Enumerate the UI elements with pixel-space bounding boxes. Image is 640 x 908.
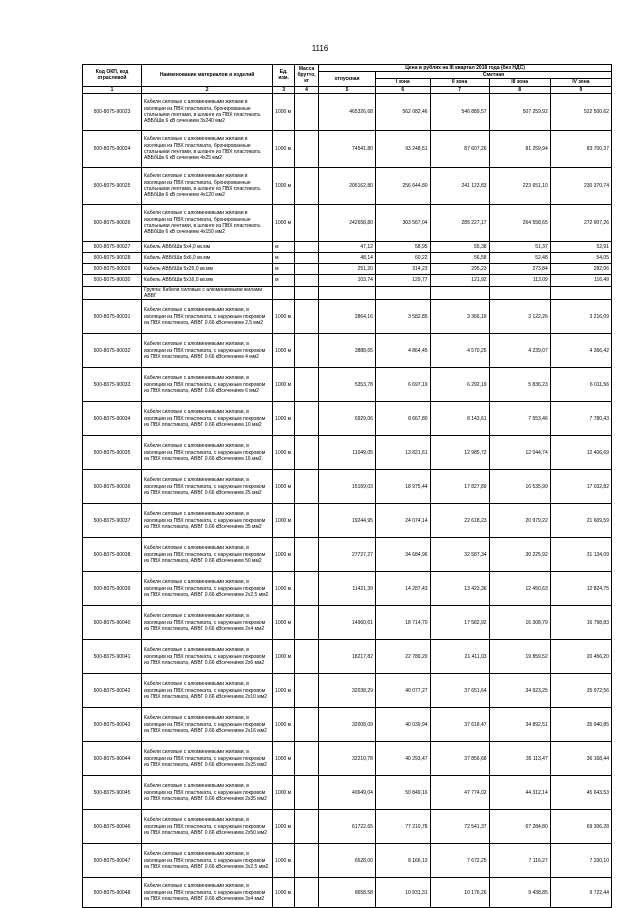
item-mass (295, 776, 319, 810)
item-unit: 1000 м (273, 130, 295, 167)
item-price-zone-2: 55,38 (430, 241, 489, 252)
item-price-zone-2: 8 143,61 (430, 402, 489, 436)
item-price-zone-4: 6 011,56 (550, 368, 611, 402)
item-code: 500-8075-90037 (83, 504, 142, 538)
item-price-zone-3: 19 859,52 (489, 640, 550, 674)
column-number-row (83, 86, 612, 93)
item-name: Кабели силовые с алюминиевыми жилами, в изоляции из ПВХ пластиката, с наружным покровом из ПВХ пластиката, АВВГ 0.66 кВсечением 2х50 мм2 (142, 810, 273, 844)
item-price-zone-2: 56,58 (430, 252, 489, 263)
item-unit: 1000 м (273, 436, 295, 470)
item-code: 500-8075-90031 (83, 300, 142, 334)
item-mass (295, 402, 319, 436)
item-price-zone-4: 21 609,59 (550, 504, 611, 538)
table-row (83, 844, 612, 878)
item-code: 500-8075-90032 (83, 334, 142, 368)
item-release-price: 32038,29 (319, 674, 376, 708)
group-empty-cell (375, 286, 430, 299)
item-mass (295, 606, 319, 640)
item-unit: м (273, 252, 295, 263)
header-mass: Масса брутто, кг (295, 65, 319, 87)
table-row (83, 742, 612, 776)
item-price-zone-1: 3 582,85 (375, 300, 430, 334)
item-code: 500-8075-90034 (83, 402, 142, 436)
column-number: 3 (273, 86, 295, 93)
item-price-zone-1: 8 166,13 (375, 844, 430, 878)
item-price-zone-4: 12 824,75 (550, 572, 611, 606)
item-code: 500-8075-90028 (83, 252, 142, 263)
item-code: 500-8075-90036 (83, 470, 142, 504)
item-price-zone-1: 8 667,80 (375, 402, 430, 436)
column-number: 8 (489, 86, 550, 93)
group-empty-cell (430, 286, 489, 299)
item-mass (295, 674, 319, 708)
item-release-price: 11421,39 (319, 572, 376, 606)
table-row (83, 606, 612, 640)
item-name: Кабели силовые с алюминиевыми жилами, в изоляции из ПВХ пластиката, с наружным покровом из ПВХ пластиката, АВВГ 0.66 кВсечением 6 мм2 (142, 368, 273, 402)
page-number: 1116 (311, 44, 329, 53)
item-mass (295, 334, 319, 368)
item-code: 500-8075-90025 (83, 167, 142, 204)
item-price-zone-2: 17 582,92 (430, 606, 489, 640)
header-zone-4: IV зона (550, 79, 611, 86)
item-code: 500-8075-90046 (83, 810, 142, 844)
item-release-price: 32008,09 (319, 708, 376, 742)
group-empty-cell (550, 286, 611, 299)
item-unit: 1000 м (273, 538, 295, 572)
group-title: Группа: Кабели силовые с алюминиевыми жилами АВВГ (142, 286, 273, 299)
item-price-zone-3: 507 259,92 (489, 93, 550, 130)
item-price-zone-2: 13 423,36 (430, 572, 489, 606)
column-number: 9 (550, 86, 611, 93)
item-price-zone-4: 83 700,37 (550, 130, 611, 167)
item-price-zone-2: 4 570,25 (430, 334, 489, 368)
item-name: Кабели силовые с алюминиевыми жилами, в изоляции из ПВХ пластиката, с наружным покровом из ПВХ пластиката, АВВГ 0.66 кВсечением 2х4 мм2 (142, 606, 273, 640)
header-zone-1: I зона (375, 79, 430, 86)
item-price-zone-4: 522 500,62 (550, 93, 611, 130)
item-price-zone-4: 7 780,43 (550, 402, 611, 436)
item-price-zone-4: 35 940,85 (550, 708, 611, 742)
header-name: Наименование материалов и изделий (142, 65, 273, 87)
group-row (83, 286, 612, 299)
item-price-zone-1: 10 831,31 (375, 878, 430, 908)
item-price-zone-2: 37 618,47 (430, 708, 489, 742)
item-code: 500-8075-90027 (83, 241, 142, 252)
item-unit: 1000 м (273, 708, 295, 742)
item-price-zone-3: 16 308,79 (489, 606, 550, 640)
item-unit: 1000 м (273, 640, 295, 674)
item-price-zone-2: 285 227,17 (430, 204, 489, 241)
item-unit: 1000 м (273, 606, 295, 640)
item-price-zone-1: 14 287,43 (375, 572, 430, 606)
item-price-zone-3: 9 438,85 (489, 878, 550, 908)
item-price-zone-3: 12 044,74 (489, 436, 550, 470)
item-price-zone-1: 18 975,44 (375, 470, 430, 504)
item-price-zone-4: 4 366,42 (550, 334, 611, 368)
item-unit: 1000 м (273, 810, 295, 844)
item-mass (295, 436, 319, 470)
item-price-zone-3: 5 836,23 (489, 368, 550, 402)
item-mass (295, 274, 319, 286)
table-row (83, 504, 612, 538)
table-row (83, 252, 612, 263)
item-name: Кабели силовые с алюминиевыми жилами, в изоляции из ПВХ пластиката, с наружным покровом из ПВХ пластиката, АВВГ 0.66 кВсечением 2х2,5 мм2 (142, 572, 273, 606)
table-row (83, 810, 612, 844)
item-unit: 1000 м (273, 878, 295, 908)
header-release: отпускная (319, 72, 376, 86)
item-name: Кабели силовые с алюминиевыми жилами, в изоляции из ПВХ пластиката, с наружным покровом из ПВХ пластиката, АВВГ 0.66 кВсечением 35 мм2 (142, 504, 273, 538)
item-mass (295, 742, 319, 776)
item-mass (295, 300, 319, 334)
table-header (83, 65, 612, 94)
item-release-price: 18217,82 (319, 640, 376, 674)
item-price-zone-3: 7 116,27 (489, 844, 550, 878)
table-body (83, 93, 612, 907)
item-unit: 1000 м (273, 204, 295, 241)
item-code: 500-8075-90026 (83, 204, 142, 241)
item-name: Кабели силовые с алюминиевыми жилами, в изоляции из ПВХ пластиката, с наружным покровом из ПВХ пластиката, АВВГ 0.66 кВсечением 2х10 мм2 (142, 674, 273, 708)
group-empty-cell (489, 286, 550, 299)
item-unit: 1000 м (273, 674, 295, 708)
item-price-zone-1: 40 077,27 (375, 674, 430, 708)
item-price-zone-2: 72 541,37 (430, 810, 489, 844)
item-mass (295, 93, 319, 130)
item-price-zone-1: 60,22 (375, 252, 430, 263)
item-code: 500-8075-90045 (83, 776, 142, 810)
item-price-zone-1: 129,77 (375, 274, 430, 286)
item-price-zone-4: 7 330,10 (550, 844, 611, 878)
item-name: Кабель АВБбШв 5х16,0 кв.мм (142, 274, 273, 286)
item-code: 500-8075-90040 (83, 606, 142, 640)
item-unit: 1000 м (273, 300, 295, 334)
item-release-price: 48,14 (319, 252, 376, 263)
item-price-zone-3: 12 450,63 (489, 572, 550, 606)
table-row (83, 640, 612, 674)
header-price-group: Цена в рублях на III квартал 2018 года (без НДС) (319, 65, 612, 72)
item-price-zone-3: 35 113,47 (489, 742, 550, 776)
item-mass (295, 252, 319, 263)
item-mass (295, 470, 319, 504)
item-price-zone-3: 44 312,14 (489, 776, 550, 810)
item-price-zone-3: 273,84 (489, 263, 550, 274)
table-row (83, 300, 612, 334)
item-name: Кабели силовые с алюминиевыми жилами в изоляции из ПВХ пластиката, бронированные стальными лентами, в шланге из ПВХ пластиката. АВБбШв 6 кВ сечением 4х120 мм2 (142, 167, 273, 204)
item-price-zone-3: 52,48 (489, 252, 550, 263)
item-release-price: 3888,65 (319, 334, 376, 368)
item-price-zone-3: 4 239,07 (489, 334, 550, 368)
item-price-zone-2: 121,92 (430, 274, 489, 286)
item-release-price: 47,12 (319, 241, 376, 252)
column-number: 1 (83, 86, 142, 93)
item-unit: 1000 м (273, 402, 295, 436)
item-price-zone-1: 22 789,20 (375, 640, 430, 674)
table-row (83, 470, 612, 504)
group-empty-cell (295, 286, 319, 299)
item-price-zone-2: 37 856,68 (430, 742, 489, 776)
item-price-zone-4: 116,49 (550, 274, 611, 286)
item-price-zone-2: 3 366,19 (430, 300, 489, 334)
item-unit: 1000 м (273, 334, 295, 368)
item-price-zone-2: 21 411,03 (430, 640, 489, 674)
item-release-price: 251,20 (319, 263, 376, 274)
item-name: Кабель АВБбШв 5х4,0 кв.мм (142, 241, 273, 252)
item-price-zone-2: 32 587,34 (430, 538, 489, 572)
item-mass (295, 263, 319, 274)
item-name: Кабели силовые с алюминиевыми жилами в изоляции из ПВХ пластиката, бронированные стальными лентами, в шланге из ПВХ пластиката. АВБбШв 6 кВ сечением 3х240 мм2 (142, 93, 273, 130)
item-release-price: 61722,65 (319, 810, 376, 844)
item-price-zone-2: 37 651,64 (430, 674, 489, 708)
table-row (83, 402, 612, 436)
table-row (83, 167, 612, 204)
item-release-price: 465326,68 (319, 93, 376, 130)
item-mass (295, 504, 319, 538)
table-row (83, 93, 612, 130)
table-row (83, 878, 612, 908)
item-name: Кабели силовые с алюминиевыми жилами, в изоляции из ПВХ пластиката, с наружным покровом из ПВХ пластиката, АВВГ 0.66 кВсечением 10 мм2 (142, 402, 273, 436)
group-code-cell (83, 286, 142, 299)
item-price-zone-1: 58,95 (375, 241, 430, 252)
item-price-zone-2: 47 774,02 (430, 776, 489, 810)
item-price-zone-4: 12 406,69 (550, 436, 611, 470)
table-row (83, 130, 612, 167)
item-price-zone-2: 295,23 (430, 263, 489, 274)
column-number: 6 (375, 86, 430, 93)
item-mass (295, 204, 319, 241)
item-price-zone-3: 3 122,26 (489, 300, 550, 334)
item-price-zone-3: 34 923,25 (489, 674, 550, 708)
item-price-zone-3: 264 558,65 (489, 204, 550, 241)
header-estimate: Сметная (375, 72, 611, 79)
column-number: 2 (142, 86, 273, 93)
item-name: Кабели силовые с алюминиевыми жилами, в изоляции из ПВХ пластиката, с наружным покровом из ПВХ пластиката, АВВГ 0.66 кВсечением 3х4 мм2 (142, 878, 273, 908)
item-price-zone-4: 282,06 (550, 263, 611, 274)
item-price-zone-3: 67 284,80 (489, 810, 550, 844)
item-unit: 1000 м (273, 776, 295, 810)
item-mass (295, 241, 319, 252)
item-code: 500-8075-90047 (83, 844, 142, 878)
item-code: 500-8075-90039 (83, 572, 142, 606)
item-price-zone-2: 87 607,26 (430, 130, 489, 167)
item-price-zone-4: 16 798,83 (550, 606, 611, 640)
item-price-zone-1: 40 293,47 (375, 742, 430, 776)
item-code: 500-8075-90035 (83, 436, 142, 470)
item-price-zone-4: 35 972,56 (550, 674, 611, 708)
item-name: Кабели силовые с алюминиевыми жилами в изоляции из ПВХ пластиката, бронированные стальными лентами, в шланге из ПВХ пластиката. АВБбШв 6 кВ сечением 4х25 мм2 (142, 130, 273, 167)
item-price-zone-2: 12 985,72 (430, 436, 489, 470)
item-price-zone-2: 546 889,57 (430, 93, 489, 130)
item-unit: 1000 м (273, 742, 295, 776)
item-price-zone-4: 20 456,20 (550, 640, 611, 674)
column-number: 5 (319, 86, 376, 93)
item-release-price: 27727,27 (319, 538, 376, 572)
item-release-price: 11049,05 (319, 436, 376, 470)
table-row (83, 674, 612, 708)
item-price-zone-1: 24 074,14 (375, 504, 430, 538)
item-name: Кабели силовые с алюминиевыми жилами, в изоляции из ПВХ пластиката, с наружным покровом из ПВХ пластиката, АВВГ 0.66 кВсечением 2х35 мм2 (142, 776, 273, 810)
item-unit: 1000 м (273, 572, 295, 606)
item-price-zone-2: 17 827,89 (430, 470, 489, 504)
item-release-price: 8658,58 (319, 878, 376, 908)
table-row (83, 204, 612, 241)
item-price-zone-3: 20 979,22 (489, 504, 550, 538)
item-release-price: 19244,95 (319, 504, 376, 538)
item-mass (295, 368, 319, 402)
item-code: 500-8075-90043 (83, 708, 142, 742)
item-price-zone-4: 230 370,74 (550, 167, 611, 204)
item-price-zone-4: 9 722,44 (550, 878, 611, 908)
item-release-price: 2864,16 (319, 300, 376, 334)
item-mass (295, 640, 319, 674)
item-price-zone-2: 10 176,26 (430, 878, 489, 908)
item-price-zone-2: 7 672,25 (430, 844, 489, 878)
table-row (83, 368, 612, 402)
item-unit: 1000 м (273, 844, 295, 878)
item-code: 500-8075-90030 (83, 274, 142, 286)
item-release-price: 15169,03 (319, 470, 376, 504)
item-price-zone-1: 4 864,45 (375, 334, 430, 368)
item-code: 500-8075-90033 (83, 368, 142, 402)
item-price-zone-1: 40 039,94 (375, 708, 430, 742)
item-price-zone-2: 241 123,83 (430, 167, 489, 204)
item-code: 500-8075-90044 (83, 742, 142, 776)
item-price-zone-4: 54,05 (550, 252, 611, 263)
item-price-zone-3: 30 225,92 (489, 538, 550, 572)
item-name: Кабели силовые с алюминиевыми жилами, в изоляции из ПВХ пластиката, с наружным покровом из ПВХ пластиката, АВВГ 0.66 кВсечением 4 мм2 (142, 334, 273, 368)
item-name: Кабели силовые с алюминиевыми жилами, в изоляции из ПВХ пластиката, с наружным покровом из ПВХ пластиката, АВВГ 0.66 кВсечением 3х2,5 мм2 (142, 844, 273, 878)
column-number: 7 (430, 86, 489, 93)
item-price-zone-4: 36 168,44 (550, 742, 611, 776)
item-price-zone-3: 51,37 (489, 241, 550, 252)
item-name: Кабели силовые с алюминиевыми жилами, в изоляции из ПВХ пластиката, с наружным покровом из ПВХ пластиката, АВВГ 0.66 кВсечением 2х6 мм2 (142, 640, 273, 674)
item-code: 500-8075-90048 (83, 878, 142, 908)
item-name: Кабель АВБбШв 5х6,0 кв.мм (142, 252, 273, 263)
item-price-zone-3: 81 259,94 (489, 130, 550, 167)
item-mass (295, 572, 319, 606)
item-price-zone-1: 13 821,61 (375, 436, 430, 470)
item-name: Кабель АВБбШв 5х25,0 кв.мм (142, 263, 273, 274)
item-name: Кабели силовые с алюминиевыми жилами, в изоляции из ПВХ пластиката, с наружным покровом из ПВХ пластиката, АВВГ 0.66 кВсечением 2,5 мм2 (142, 300, 273, 334)
item-price-zone-3: 16 535,99 (489, 470, 550, 504)
item-code: 500-8075-90023 (83, 93, 142, 130)
item-release-price: 6528,00 (319, 844, 376, 878)
table-row (83, 334, 612, 368)
table-row (83, 436, 612, 470)
item-price-zone-1: 34 684,96 (375, 538, 430, 572)
item-price-zone-3: 113,09 (489, 274, 550, 286)
item-code: 500-8075-90029 (83, 263, 142, 274)
item-unit: 1000 м (273, 167, 295, 204)
table-row (83, 776, 612, 810)
item-release-price: 32210,78 (319, 742, 376, 776)
header-code: Код ОКП, код отраслевой (83, 65, 142, 87)
item-price-zone-1: 6 697,19 (375, 368, 430, 402)
item-release-price: 205162,80 (319, 167, 376, 204)
item-price-zone-1: 303 567,04 (375, 204, 430, 241)
item-price-zone-4: 52,91 (550, 241, 611, 252)
item-price-zone-1: 77 210,78 (375, 810, 430, 844)
item-price-zone-3: 34 892,51 (489, 708, 550, 742)
item-name: Кабели силовые с алюминиевыми жилами, в изоляции из ПВХ пластиката, с наружным покровом из ПВХ пластиката, АВВГ 0.66 кВсечением 2х16 мм2 (142, 708, 273, 742)
header-zone-2: II зона (430, 79, 489, 86)
group-empty-cell (319, 286, 376, 299)
item-release-price: 103,74 (319, 274, 376, 286)
price-table (82, 64, 612, 908)
item-name: Кабели силовые с алюминиевыми жилами в изоляции из ПВХ пластиката, бронированные стальными лентами, в шланге из ПВХ пластиката. АВБбШв 6 кВ сечением 4х150 мм2 (142, 204, 273, 241)
item-code: 500-8075-90041 (83, 640, 142, 674)
item-mass (295, 130, 319, 167)
item-release-price: 5353,78 (319, 368, 376, 402)
item-release-price: 14960,61 (319, 606, 376, 640)
item-price-zone-4: 69 306,28 (550, 810, 611, 844)
table-row (83, 538, 612, 572)
item-price-zone-3: 223 651,10 (489, 167, 550, 204)
item-name: Кабели силовые с алюминиевыми жилами, в изоляции из ПВХ пластиката, с наружным покровом из ПВХ пластиката, АВВГ 0.66 кВсечением 2х25 мм2 (142, 742, 273, 776)
item-unit: м (273, 274, 295, 286)
item-unit: 1000 м (273, 470, 295, 504)
item-release-price: 6929,06 (319, 402, 376, 436)
item-name: Кабели силовые с алюминиевыми жилами, в изоляции из ПВХ пластиката, с наружным покровом из ПВХ пластиката, АВВГ 0.66 кВсечением 50 мм2 (142, 538, 273, 572)
table-row (83, 572, 612, 606)
item-unit: м (273, 241, 295, 252)
item-mass (295, 844, 319, 878)
group-empty-cell (273, 286, 295, 299)
table-row (83, 263, 612, 274)
column-number: 4 (295, 86, 319, 93)
table-row (83, 708, 612, 742)
item-price-zone-4: 272 907,26 (550, 204, 611, 241)
item-price-zone-1: 256 644,80 (375, 167, 430, 204)
item-price-zone-1: 562 082,46 (375, 93, 430, 130)
item-price-zone-4: 45 643,53 (550, 776, 611, 810)
item-release-price: 40649,04 (319, 776, 376, 810)
item-price-zone-1: 314,23 (375, 263, 430, 274)
item-release-price: 74541,80 (319, 130, 376, 167)
item-code: 500-8075-90042 (83, 674, 142, 708)
item-mass (295, 810, 319, 844)
item-unit: 1000 м (273, 504, 295, 538)
header-unit: Ед. изм. (273, 65, 295, 87)
item-mass (295, 878, 319, 908)
table-row (83, 241, 612, 252)
item-code: 500-8075-90024 (83, 130, 142, 167)
item-release-price: 242658,80 (319, 204, 376, 241)
item-price-zone-3: 7 553,46 (489, 402, 550, 436)
item-price-zone-4: 31 134,09 (550, 538, 611, 572)
item-mass (295, 708, 319, 742)
item-price-zone-1: 18 714,70 (375, 606, 430, 640)
item-unit: 1000 м (273, 368, 295, 402)
item-price-zone-4: 3 216,09 (550, 300, 611, 334)
item-price-zone-1: 50 849,16 (375, 776, 430, 810)
item-name: Кабели силовые с алюминиевыми жилами, в изоляции из ПВХ пластиката, с наружным покровом из ПВХ пластиката, АВВГ 0.66 кВсечением 16 мм2 (142, 436, 273, 470)
item-unit: м (273, 263, 295, 274)
item-price-zone-4: 17 032,82 (550, 470, 611, 504)
item-mass (295, 538, 319, 572)
item-mass (295, 167, 319, 204)
header-zone-3: III зона (489, 79, 550, 86)
table-row (83, 274, 612, 286)
item-unit: 1000 м (273, 93, 295, 130)
item-price-zone-1: 93 248,51 (375, 130, 430, 167)
item-price-zone-2: 6 292,19 (430, 368, 489, 402)
item-name: Кабели силовые с алюминиевыми жилами, в изоляции из ПВХ пластиката, с наружным покровом из ПВХ пластиката, АВВГ 0.66 кВсечением 25 мм2 (142, 470, 273, 504)
item-code: 500-8075-90038 (83, 538, 142, 572)
item-price-zone-2: 22 618,23 (430, 504, 489, 538)
